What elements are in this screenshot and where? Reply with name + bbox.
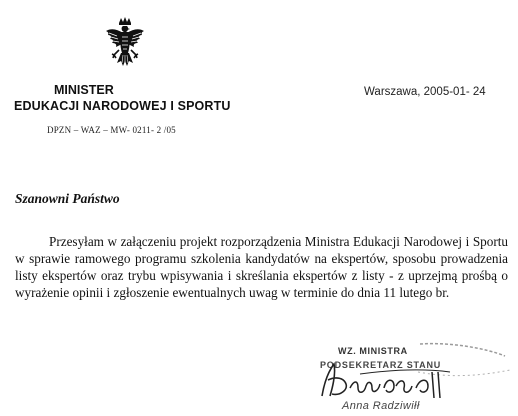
ministry-title-line2: EDUKACJI NARODOWEJ I SPORTU (14, 99, 231, 113)
letter-date: Warszawa, 2005-01- 24 (364, 86, 486, 98)
ministry-title-line1: MINISTER (54, 83, 114, 97)
signature-block (300, 342, 518, 416)
salutation: Szanowni Państwo (15, 191, 120, 206)
polish-eagle-emblem-icon (103, 17, 147, 71)
ministry-letterhead (14, 82, 231, 114)
reference-number: DPZN – WAZ – MW- 0211- 2 /05 (47, 125, 176, 135)
signature-title: WZ. MINISTRA (338, 346, 408, 356)
signature-subtitle: PODSEKRETARZ STANU (320, 360, 442, 370)
letter-body: Przesyłam w załączeniu projekt rozporządzenia Ministra Edukacji Narodowej i Sportu w sprawie ramowego programu szkolenia kandydatów na ekspertów, sposobu prowadzenia listy ekspertów oraz trybu wpisywania i skreślania ekspertów z listy - z uprzejmą prośbą o wyrażenie opinii i zgłoszenie ewentualnych uwag w terminie do dnia 11 lutego br. (15, 234, 508, 300)
signatory-name: Anna Radziwiłł (342, 400, 420, 412)
